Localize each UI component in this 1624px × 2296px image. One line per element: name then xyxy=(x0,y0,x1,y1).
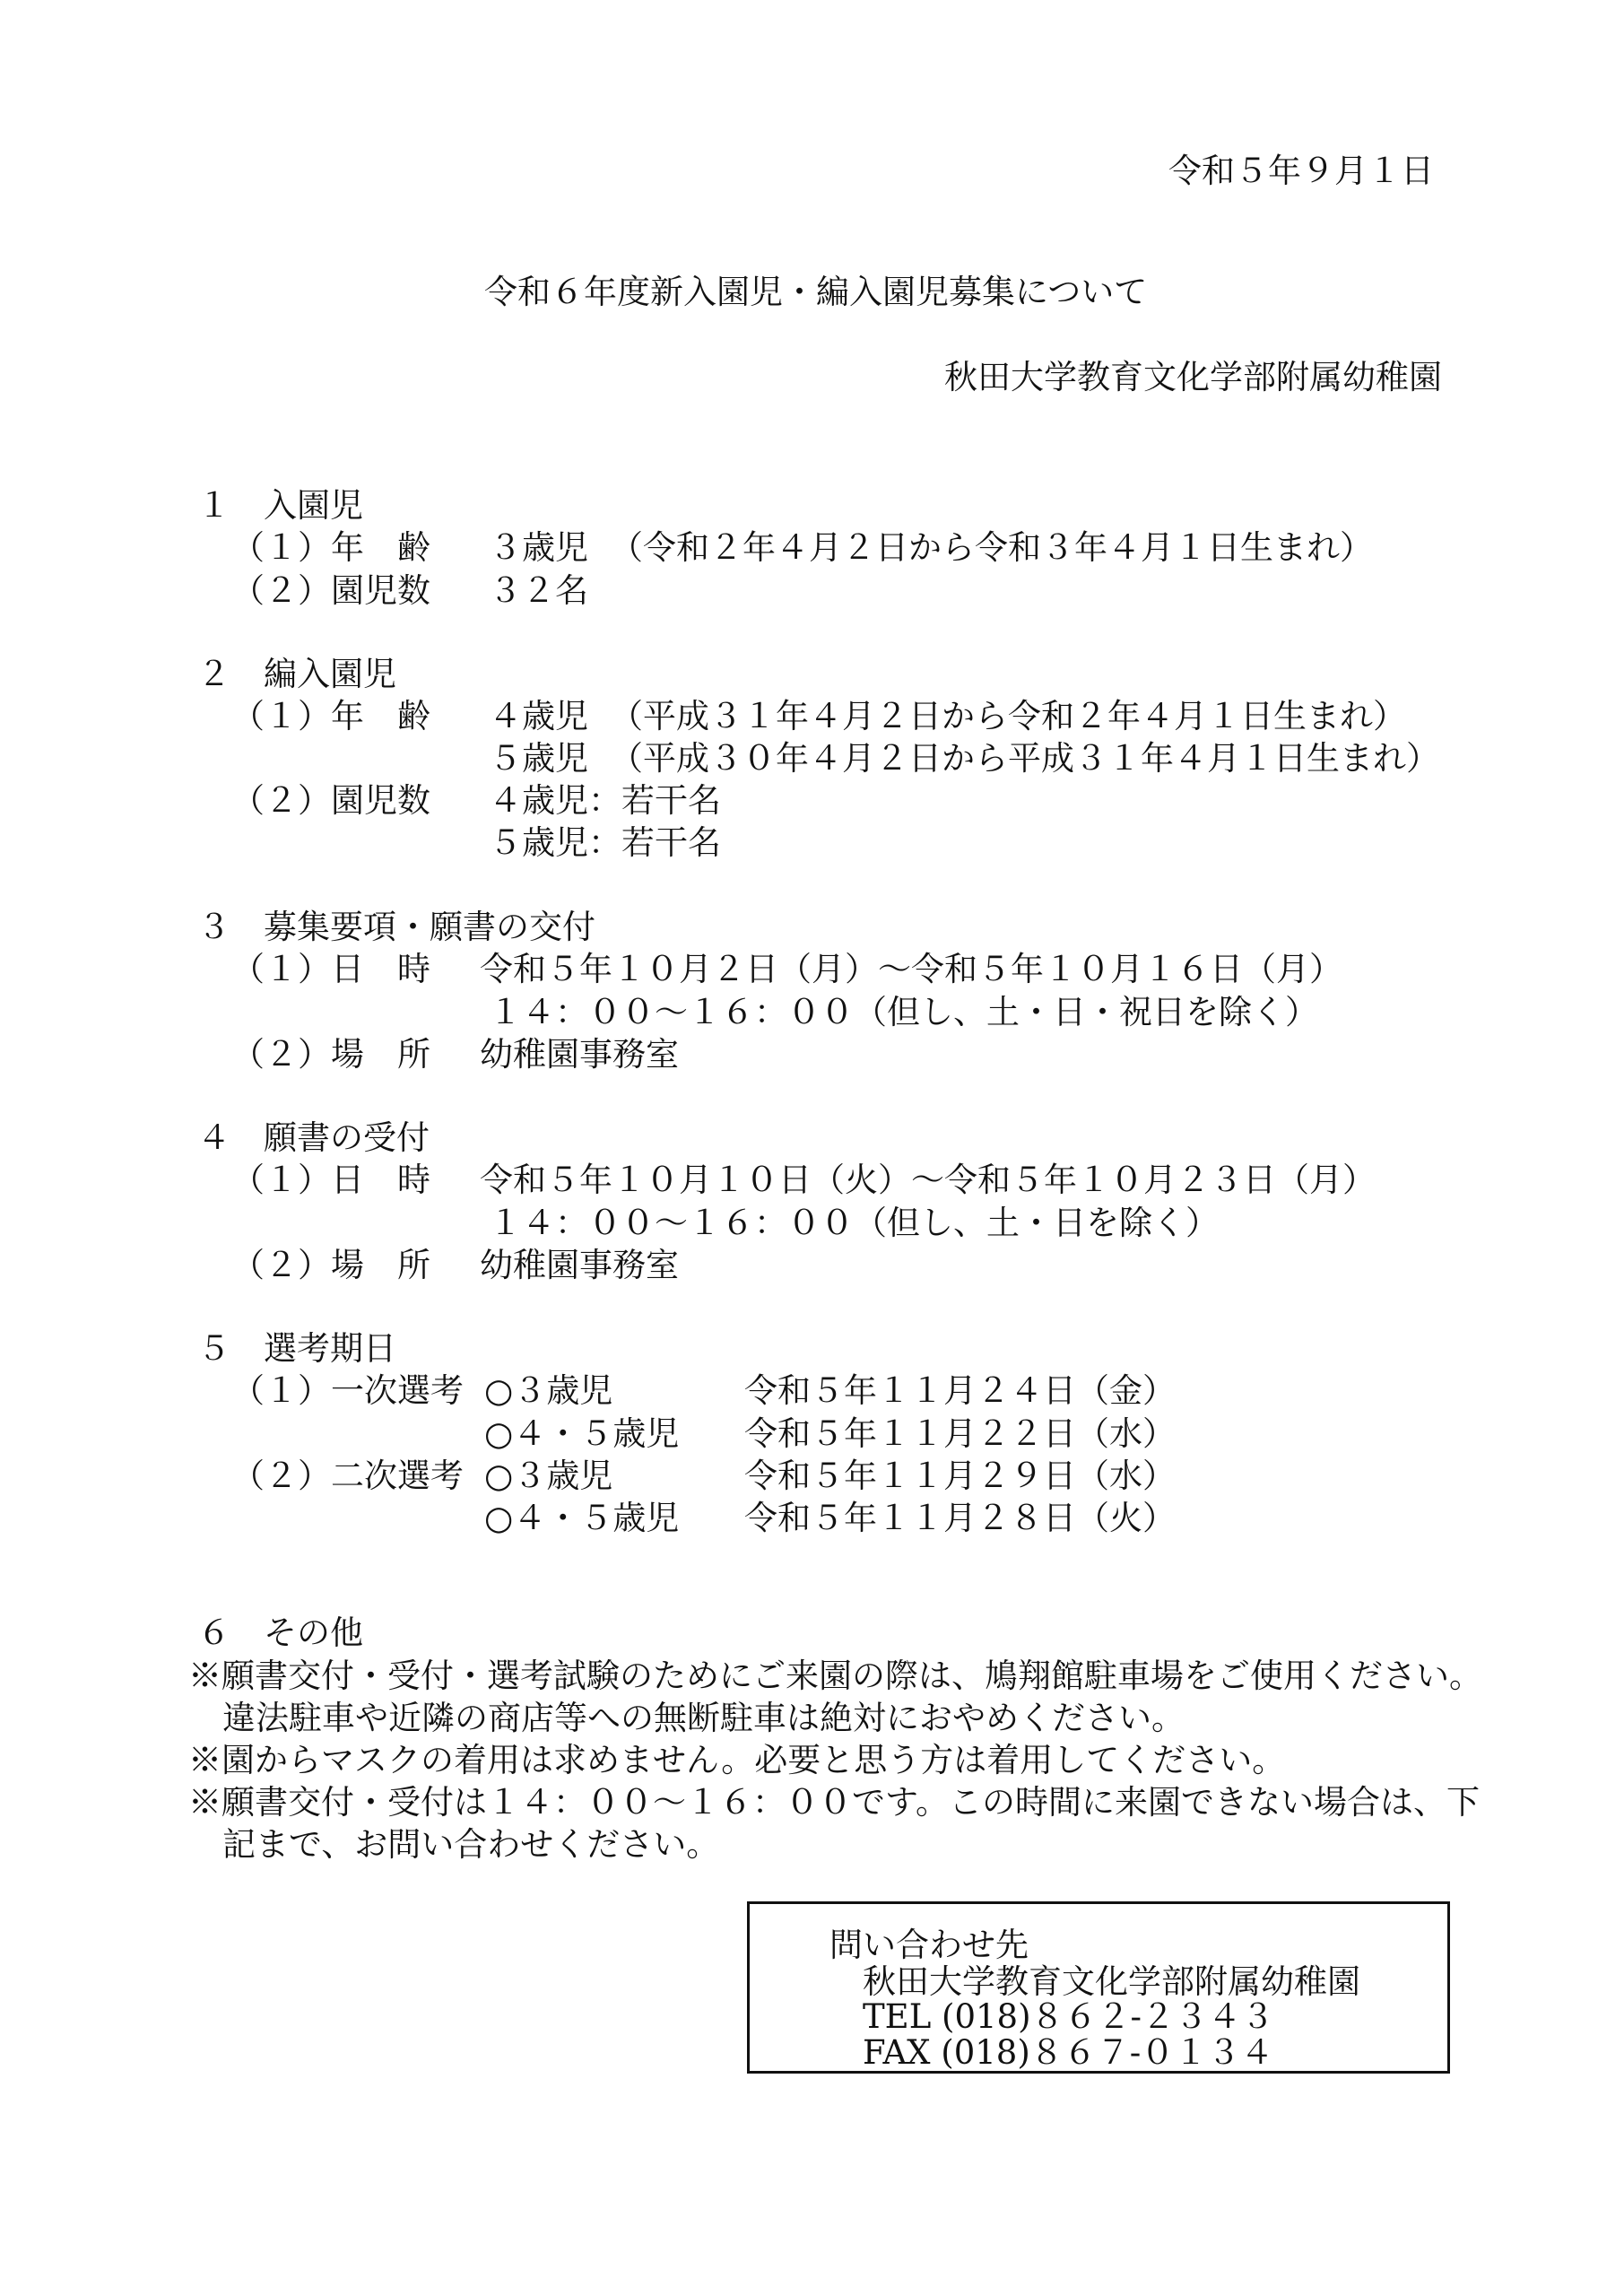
section-6-heading: ６ その他 xyxy=(197,1613,363,1652)
s3-time-value: １４：００～１６：００（但し、土・日・祝日を除く） xyxy=(489,993,1318,1031)
section-4-heading: ４ 願書の受付 xyxy=(197,1118,430,1157)
s1-count-value: ３２名 xyxy=(489,571,588,610)
s5-row-date: 令和５年１１月２９日（水） xyxy=(744,1457,1176,1495)
s3-date-value: 令和５年１０月２日（月）～令和５年１０月１６日（月） xyxy=(480,950,1342,988)
s5-row-date: 令和５年１１月２２日（水） xyxy=(744,1414,1176,1453)
s2-age-label: （１）年 齢 xyxy=(231,697,430,735)
s4-date-label: （１）日 時 xyxy=(231,1161,430,1199)
contact-tel: TEL (018)８６２-２３４３ xyxy=(863,1997,1275,2036)
s4-place-label: （２）場 所 xyxy=(231,1246,430,1284)
s2-age5-value: ５歳児 xyxy=(489,739,588,778)
s1-age-note: （令和２年４月２日から令和３年４月１日生まれ） xyxy=(610,528,1373,567)
s5-row-group: ○３歳児 xyxy=(484,1457,613,1495)
issuer-name: 秋田大学教育文化学部附属幼稚園 xyxy=(944,358,1442,396)
s2-count-4: ４歳児：若干名 xyxy=(489,781,721,820)
s6-note-line: ※願書交付・受付・選考試験のためにご来園の際は、鳩翔館駐車場をご使用ください。 xyxy=(188,1657,1482,1695)
s3-place-value: 幼稚園事務室 xyxy=(480,1035,679,1074)
s4-date-value: 令和５年１０月１０日（火）～令和５年１０月２３日（月） xyxy=(480,1161,1376,1199)
s5-row-date: 令和５年１１月２４日（金） xyxy=(744,1371,1176,1410)
document-title: 令和６年度新入園児・編入園児募集について xyxy=(484,273,1148,311)
s6-note-line: 記まで、お問い合わせください。 xyxy=(222,1825,720,1864)
s6-note-line: ※園からマスクの着用は求めません。必要と思う方は着用してください。 xyxy=(188,1741,1286,1779)
s2-age5-note: （平成３０年４月２日から平成３１年４月１日生まれ） xyxy=(610,739,1439,778)
s5-row-date: 令和５年１１月２８日（火） xyxy=(744,1499,1176,1537)
s4-place-value: 幼稚園事務室 xyxy=(480,1246,679,1284)
s2-age4-note: （平成３１年４月２日から令和２年４月１日生まれ） xyxy=(610,697,1406,735)
section-2-heading: ２ 編入園児 xyxy=(197,655,396,693)
s5-row-group: ○４・５歳児 xyxy=(484,1499,680,1537)
s5-second-label: （２）二次選考 xyxy=(231,1457,464,1495)
s2-count-5: ５歳児：若干名 xyxy=(489,823,721,862)
s2-count-label: （２）園児数 xyxy=(231,781,430,820)
s1-age-value: ３歳児 xyxy=(489,528,588,567)
contact-name: 秋田大学教育文化学部附属幼稚園 xyxy=(863,1962,1360,2001)
s6-note-line: ※願書交付・受付は１４：００～１６：００です。この時間に来園できない場合は、下 xyxy=(188,1783,1481,1822)
section-5-heading: ５ 選考期日 xyxy=(197,1329,396,1368)
contact-title: 問い合わせ先 xyxy=(829,1926,1029,1964)
s6-note-line: 違法駐車や近隣の商店等への無断駐車は絶対におやめください。 xyxy=(222,1699,1185,1737)
s5-first-label: （１）一次選考 xyxy=(231,1371,464,1410)
section-1-heading: １ 入園児 xyxy=(197,486,363,525)
s3-date-label: （１）日 時 xyxy=(231,950,430,988)
s3-place-label: （２）場 所 xyxy=(231,1035,430,1074)
s2-age4-value: ４歳児 xyxy=(489,697,588,735)
issue-date: 令和５年９月１日 xyxy=(1168,152,1434,190)
s1-count-label: （２）園児数 xyxy=(231,571,430,610)
s5-row-group: ○４・５歳児 xyxy=(484,1414,680,1453)
s5-row-group: ○３歳児 xyxy=(484,1371,613,1410)
s1-age-label: （１）年 齢 xyxy=(231,528,430,567)
contact-fax: FAX (018)８６７-０１３４ xyxy=(863,2033,1274,2072)
s4-time-value: １４：００～１６：００（但し、土・日を除く） xyxy=(489,1204,1219,1242)
section-3-heading: ３ 募集要項・願書の交付 xyxy=(197,908,595,946)
